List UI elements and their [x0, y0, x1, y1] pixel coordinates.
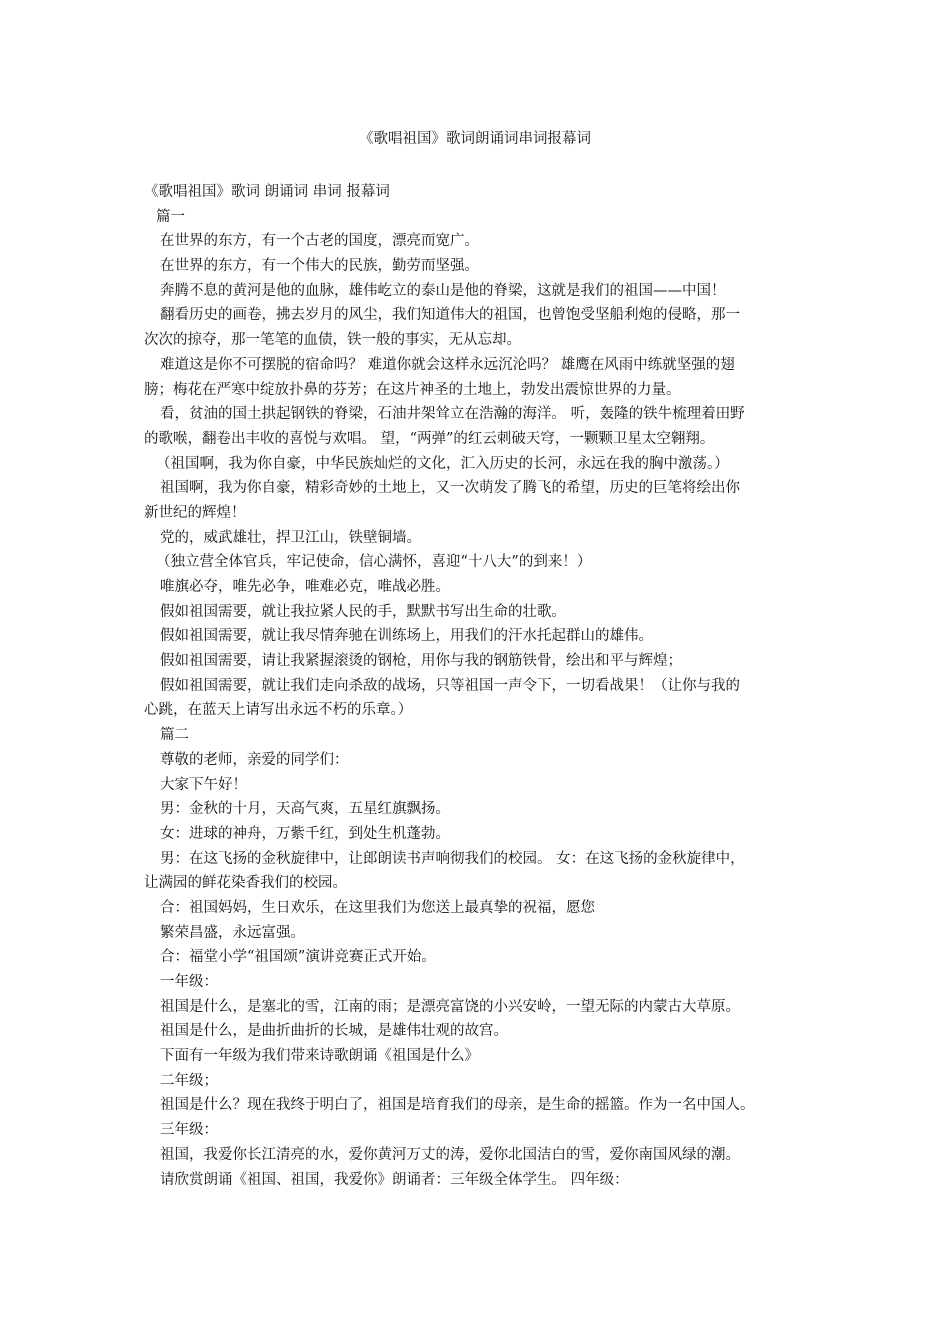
paragraph-line: 请欣赏朗诵《祖国、祖国，我爱你》朗诵者：三年级全体学生。 四年级：	[160, 1171, 629, 1188]
paragraph-line: 男：金秋的十月，天高气爽，五星红旗飘扬。	[160, 801, 450, 818]
paragraph-line: 新世纪的辉煌！	[144, 504, 246, 521]
paragraph-line: 大家下午好！	[160, 776, 247, 793]
section-heading-1: 篇一	[156, 208, 185, 225]
document-body	[144, 180, 804, 1192]
paragraph-line: 翻看历史的画卷，拂去岁月的风尘，我们知道伟大的祖国，也曾饱受坚船利炮的侵略，那一	[160, 307, 740, 324]
document-title: 《歌唱祖国》歌词朗诵词串词报幕词	[359, 131, 591, 147]
paragraph-line: 合：福堂小学“祖国颂”演讲竞赛正式开始。	[160, 949, 436, 966]
paragraph-line: 二年级；	[160, 1072, 218, 1089]
paragraph-line: 男：在这飞扬的金秋旋律中，让郎朗读书声响彻我们的校园。 女：在这飞扬的金秋旋律中，	[160, 850, 745, 867]
paragraph-line: 祖国是什么，是塞北的雪，江南的雨；是漂亮富饶的小兴安岭，一望无际的内蒙古大草原。	[160, 998, 740, 1015]
paragraph-line: 祖国啊，我为你自豪，精彩奇妙的土地上，又一次萌发了腾飞的希望，历史的巨笔将绘出你	[160, 480, 740, 497]
paragraph-line: 祖国，我爱你长江清亮的水，爱你黄河万丈的涛，爱你北国洁白的雪，爱你南国风绿的潮。	[160, 1146, 740, 1163]
paragraph-line: （祖国啊，我为你自豪，中华民族灿烂的文化，汇入历史的长河，永远在我的胸中激荡。）	[156, 455, 729, 472]
paragraph-line: 的歌喉，翻卷出丰收的喜悦与欢唱。 望，“两弹”的红云刺破天穹，一颗颗卫星太空翱翔。	[144, 430, 715, 447]
paragraph-line: 在世界的东方，有一个古老的国度，漂亮而宽广。	[160, 233, 479, 250]
paragraph-line: 心跳，在蓝天上请写出永远不朽的乐章。）	[144, 702, 413, 719]
paragraph-line: 在世界的东方，有一个伟大的民族，勤劳而坚强。	[160, 258, 479, 275]
paragraph-line: 奔腾不息的黄河是他的血脉，雄伟屹立的泰山是他的脊梁，这就是我们的祖国——中国！	[160, 282, 726, 299]
paragraph-line: 假如祖国需要，就让我们走向杀敌的战场，只等祖国一声令下，一切看战果！（让你与我的	[160, 677, 740, 694]
paragraph-line: 假如祖国需要，就让我拉紧人民的手，默默书写出生命的壮歌。	[160, 603, 566, 620]
paragraph-line: 看，贫油的国土拱起钢铁的脊梁，石油井架耸立在浩瀚的海洋。 听，轰隆的铁牛梳理着田野	[160, 406, 745, 423]
paragraph-line: 唯旗必夺，唯先必争，唯难必克，唯战必胜。	[160, 579, 450, 595]
document-subtitle: 《歌唱祖国》歌词 朗诵词 串词 报幕词	[144, 184, 390, 200]
section-heading-2: 篇二	[160, 727, 189, 744]
paragraph-line: 祖国是什么，是曲折曲折的长城，是雄伟壮观的故宫。	[160, 1023, 508, 1040]
paragraph-line: 尊敬的老师，亲爱的同学们：	[160, 751, 349, 768]
paragraph-line: 党的，威武雄壮，捍卫江山，铁壁铜墙。	[160, 529, 421, 546]
paragraph-line: 一年级：	[160, 974, 218, 990]
paragraph-line: （独立营全体官兵，牢记使命，信心满怀，喜迎“十八大”的到来！）	[156, 554, 592, 571]
paragraph-line: 下面有一年级为我们带来诗歌朗诵《祖国是什么》	[160, 1048, 479, 1065]
paragraph-line: 假如祖国需要，请让我紧握滚烫的钢枪，用你与我的钢筋铁骨，绘出和平与辉煌；	[160, 653, 682, 670]
paragraph-line: 繁荣昌盛，永远富强。	[160, 924, 305, 941]
paragraph-line: 膀；梅花在严寒中绽放扑鼻的芬芳；在这片神圣的土地上，勃发出震惊世界的力量。	[144, 381, 681, 398]
paragraph-line: 祖国是什么？现在我终于明白了，祖国是培育我们的母亲，是生命的摇篮。作为一名中国人。	[160, 1097, 755, 1114]
paragraph-line: 女：进球的神舟，万紫千红，到处生机蓬勃。	[160, 825, 450, 842]
paragraph-line: 次次的掠夺，那一笔笔的血债，铁一般的事实，无从忘却。	[144, 332, 521, 349]
paragraph-line: 合：祖国妈妈，生日欢乐，在这里我们为您送上最真挚的祝福，愿您	[160, 899, 595, 916]
paragraph-line: 假如祖国需要，就让我尽情奔驰在训练场上，用我们的汗水托起群山的雄伟。	[160, 628, 653, 645]
paragraph-line: 三年级：	[160, 1122, 218, 1139]
paragraph-line: 让满园的鲜花染香我们的校园。	[144, 875, 347, 892]
paragraph-line: 难道这是你不可摆脱的宿命吗？ 难道你就会这样永远沉沦吗？ 雄鹰在风雨中练就坚强的翅	[160, 356, 735, 373]
